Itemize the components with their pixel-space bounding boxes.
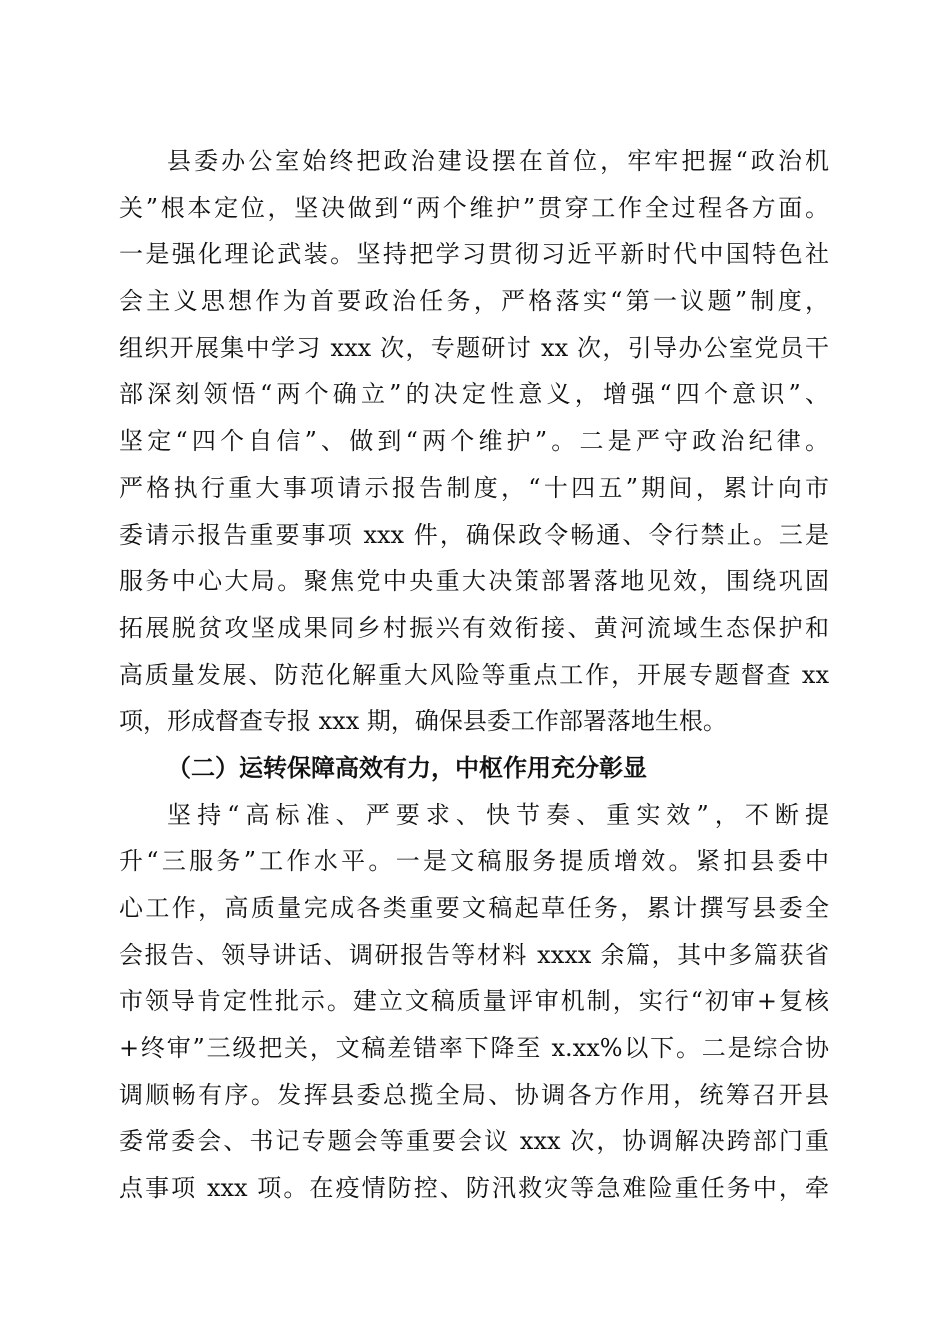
text-line: 组织开展集中学习 xxx 次，专题研讨 xx 次，引导办公室党员干 — [119, 333, 829, 362]
text-line: 服务中心大局。聚焦党中央重大决策部署落地见效，围绕巩固 — [119, 567, 829, 596]
text-line: 心工作，高质量完成各类重要文稿起草任务，累计撰写县委全 — [119, 894, 829, 922]
section-heading: （二）运转保障高效有力，中枢作用充分彰显 — [167, 752, 647, 782]
text-line: 委请示报告重要事项 xxx 件，确保政令畅通、令行禁止。三是 — [119, 520, 829, 549]
text-line: 市领导肯定性批示。建立文稿质量评审机制，实行“初审+复核 — [119, 987, 829, 1016]
text-line: 委常委会、书记专题会等重要会议 xxx 次，协调解决跨部门重 — [119, 1127, 829, 1156]
text-line: 会主义思想作为首要政治任务，严格落实“第一议题”制度， — [119, 287, 829, 316]
text-line: 一是强化理论武装。坚持把学习贯彻习近平新时代中国特色社 — [119, 240, 829, 269]
text-line: 点事项 xxx 项。在疫情防控、防汛救灾等急难险重任务中，牵 — [119, 1174, 829, 1203]
body-text — [119, 138, 829, 1212]
text-line: 调顺畅有序。发挥县委总揽全局、协调各方作用，统筹召开县 — [119, 1080, 829, 1109]
text-line: 部深刻领悟“两个确立”的决定性意义，增强“四个意识”、 — [119, 380, 829, 409]
text-line: 关”根本定位，坚决做到“两个维护”贯穿工作全过程各方面。 — [119, 193, 829, 222]
text-line: 严格执行重大事项请示报告制度，“十四五”期间，累计向市 — [119, 473, 829, 502]
text-line: 会报告、领导讲话、调研报告等材料 xxxx 余篇，其中多篇获省 — [119, 940, 829, 969]
text-line: 坚定“四个自信”、做到“两个维护”。二是严守政治纪律。 — [119, 427, 829, 456]
text-line: 县委办公室始终把政治建设摆在首位，牢牢把握“政治机 — [167, 147, 829, 175]
text-line: 升“三服务”工作水平。一是文稿服务提质增效。紧扣县委中 — [119, 847, 829, 876]
text-line: 高质量发展、防范化解重大风险等重点工作，开展专题督查 xx — [119, 660, 829, 689]
text-line: 项，形成督查专报 xxx 期，确保县委工作部署落地生根。 — [119, 707, 727, 736]
text-line: +终审”三级把关，文稿差错率下降至 x.xx%以下。二是综合协 — [119, 1034, 829, 1063]
text-line: 拓展脱贫攻坚成果同乡村振兴有效衔接、黄河流域生态保护和 — [119, 613, 829, 642]
text-line: 坚持“高标准、严要求、快节奏、重实效”，不断提 — [167, 800, 829, 829]
